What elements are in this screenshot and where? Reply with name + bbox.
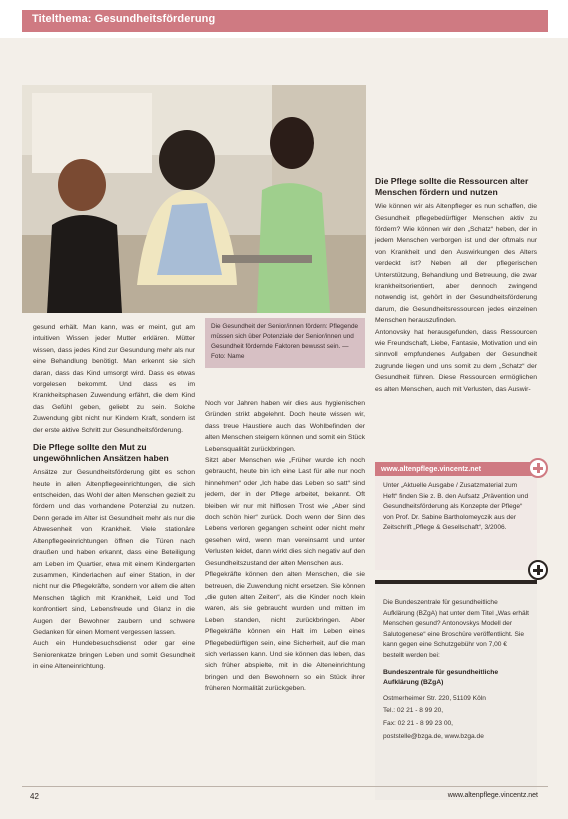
web-link[interactable]: www.altenpflege.vincentz.net [375, 462, 537, 476]
page-number: 42 [30, 792, 39, 801]
photo-caption: Die Gesundheit der Senior/innen fördern: Pflegende müssen sich über Potenziale der Senior/innen und Gesundheit fördernde Faktoren bewusst sein. — Foto: Name [205, 318, 365, 368]
photo-care-scene [22, 85, 366, 313]
footer-url[interactable]: www.altenpflege.vincentz.net [447, 792, 538, 799]
paragraph: gesund erhält. Man kann, was er meint, gut am intuitiven Wissen jeder Mutter erklären. Mütter wissen, dass jedes Kind zur Gesundung mehr als nur eine Behandlung benötigt. Man erkennt sie sich daran, dass das Kind umsorgt wird. Dass es etwas vorgelesen bekommt. Und dass es im Krankheitsphasen Zuwendung erfährt, die dem Kind das Gefühl geben, geliebt zu sein. Solche Zuwendung gibt nicht nur Kindern Kraft, sondern ist der erste aktive Schritt zur Gesundheitsförderung. [33, 324, 195, 434]
paragraph: Noch vor Jahren haben wir dies aus hygienischen Gründen strikt abgelehnt. Doch heute wissen wir, dass treue Haustiere auch das Wohlbefinden der alten Menschen steigern können und somit ein Stück Lebensqualität zurückbringen. [205, 400, 365, 453]
contact-links[interactable]: poststelle@bzga.de, www.bzga.de [383, 732, 484, 740]
paragraph: Pflegekräfte können den alten Menschen, die sie betreuen, die Zuwendung nicht ersetzen. Sie können „die guten alten Zeiten“, als die Kinder noch klein waren, als sie gebraucht wurden und mitten im Leben standen, nicht zurückbringen. Aber Pflegekräfte können ein Halt im Leben eines Pflegebedürftigen sein, eine Sicherheit, auf die man sich verlassen kann. Und sie können das leben, das sich früher abspielte, mit in die Alteneinrichtung bringen und den Bewohnern so ein Stück ihrer früheren Normalität zurückgeben. [205, 571, 365, 693]
bzga-info-text: Die Bundeszentrale für gesundheitliche Aufklärung (BZgA) hat unter dem Titel „Was erhält Menschen gesund? Antonovskys Modell der Salutogenese“ eine Broschüre veröffentlicht. Sie kann gegen eine Schutzgebühr von 7,00 € bestellt werden bei: [383, 599, 529, 659]
plus-icon [528, 560, 548, 580]
web-info-box [375, 462, 537, 570]
plus-icon [528, 458, 548, 478]
column-right [375, 170, 537, 395]
paragraph: Ansätze zur Gesundheitsförderung gibt es schon heute in allen Altenpflegeeinrichtungen, die sich entscheiden, das Wohl der alten Menschen gezielt zu fördern und das vorhandene Potenzial zu nutzen. Denn gerade im Alter ist Gesundheit mehr als nur die Abwesenheit von Krankheit. Viele stationäre Altenpflegeeinrichtungen öffnen die Türen nach draußen und haben erkannt, dass eine Beteiligung am Leben im Quartier, etwa mit einem Kindergarten zusammen, Kinderlachen auf einer Station, in der nicht nur die Pflegekräfte, sondern vor allem die alten Menschen täglich mit Krankheit, Leid und Tod konfrontiert sind, Lebensfreude und Glanz in die Augen der Bewohner zaubern und schwere Gedanken für einen Moment vergessen lassen. [33, 469, 195, 636]
fax-line: Fax: 02 21 - 8 99 23 00, [383, 719, 454, 727]
photo-illustration [22, 85, 366, 313]
section-title: Titelthema: Gesundheitsförderung [32, 13, 216, 25]
footer-divider [22, 786, 548, 787]
bzga-address [375, 691, 537, 745]
web-info-text: Unter „Aktuelle Ausgabe / Zusatzmaterial zum Heft“ finden Sie z. B. den Aufsatz „Prävention und Gesundheitsförderung als Konzepte der Pflege“ von Prof. Dr. Sabine Bartholomeyczik aus der Zeitschrift „Pflege & Gesellschaft“, 3/2006. [383, 482, 529, 532]
subheading: Die Pflege sollte den Mut zu ungewöhnlichen Ansätzen haben [33, 442, 169, 463]
paragraph: Sitzt aber Menschen wie „Früher wurde ich noch gebraucht, heute bin ich eine Last für alle nur noch hinnehmen“ oder „Ich habe das Leben so satt“ sind jedem, der in der Pflege arbeitet, bekannt. Oft bleiben wir nur mit hilflosen Trost wie „Aber sind doch schön hier“ zurück. Doch wenn der Sinn des Lebens verloren gegangen scheint oder nicht mehr gesehen wird, wenn man vereinsamt und unter Verlusten leidet, dann wirkt dies sich negativ auf den Gesundheitszustand der alten Menschen aus. [205, 457, 365, 567]
subheading: Die Pflege sollte die Ressourcen alter Menschen fördern und nutzen [375, 176, 529, 197]
phone-line: Tel.: 02 21 - 8 99 20, [383, 707, 444, 715]
bzga-org-name: Bundeszentrale für gesundheitliche Aufklärung (BZgA) [383, 668, 499, 687]
column-middle [205, 398, 365, 695]
paragraph: Wie können wir als Altenpfleger es nun schaffen, die Gesundheit pflegebedürftiger Menschen aktiv zu fördern? Wie können wir den „Schatz“ heben, der in jedem Menschen verborgen ist und der oftmals nur von Krankheit und den Auswirkungen des Alters verdeckt ist? Neben all der pflegerischen Unterstützung, Behandlung und Betreuung, die zwar krankheitsorientiert, aber dennoch zwingend notwendig ist, gehört in der Gesundheitsförderung darum, die Gesundheitsressourcen jedes einzelnen Menschen herauszufinden. [375, 203, 537, 325]
column-left [33, 322, 195, 673]
address-line: Ostmerheimer Str. 220, 51109 Köln [383, 694, 486, 702]
paragraph: Antonovsky hat herausgefunden, dass Ressourcen wie Freundschaft, Liebe, Fantasie, Motivation und ein sinnvoll empfundenes Aufgaben der Gesundheit zugrunde liegen und uns somit zu dem „Schatz“ der Gesundheit führen. Diese Ressourcen ermöglichen es alten Menschen, auch mit Verlusten, das Auswir- [375, 328, 537, 393]
paragraph: Auch ein Hundebesuchsdienst oder gar eine Seniorenkatze bringen Leben und somit Gesundheit in eine Alteneinrichtung. [33, 640, 195, 671]
bzga-info-box [375, 580, 537, 800]
